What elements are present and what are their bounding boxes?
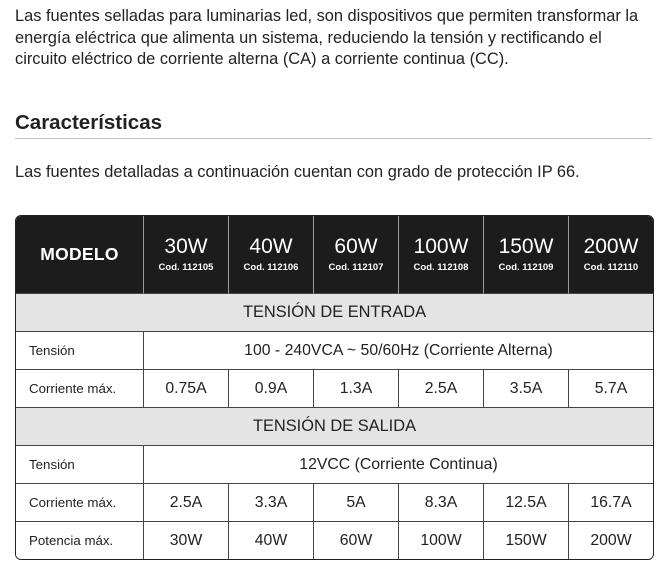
table-cell: 3.5A bbox=[484, 370, 569, 408]
model-watts: 200W bbox=[583, 235, 639, 258]
model-watts: 30W bbox=[164, 235, 208, 258]
output-voltage-value: 12VCC (Corriente Continua) bbox=[144, 446, 653, 484]
model-header-cell bbox=[399, 216, 484, 294]
table-cell: 5.7A bbox=[569, 370, 653, 408]
model-code: Cod. 112105 bbox=[158, 262, 214, 273]
output-section-title: TENSIÓN DE SALIDA bbox=[16, 408, 653, 446]
input-voltage-value: 100 - 240VCA ~ 50/60Hz (Corriente Alterna) bbox=[144, 332, 653, 370]
model-header: MODELO bbox=[16, 216, 144, 294]
table-cell: 200W bbox=[569, 522, 653, 559]
model-watts: 100W bbox=[413, 235, 469, 258]
table-row bbox=[16, 522, 653, 559]
table-cell: 0.9A bbox=[229, 370, 314, 408]
table-cell: 3.3A bbox=[229, 484, 314, 522]
section-title: Características bbox=[15, 111, 163, 134]
intro-paragraph: Las fuentes selladas para luminarias led, son dispositivos que permiten transformar la energía eléctrica que alimenta un sistema, reduciendo la tensión y rectificando el circuito eléctrico de corriente alterna (CA) a corriente continua (CC). bbox=[15, 7, 639, 68]
input-section-title: TENSIÓN DE ENTRADA bbox=[16, 294, 653, 332]
protection-note: Las fuentes detalladas a continuación cuentan con grado de protección IP 66. bbox=[15, 163, 580, 181]
table-cell: 2.5A bbox=[144, 484, 229, 522]
model-code: Cod. 112106 bbox=[243, 262, 299, 273]
table-cell: 1.3A bbox=[314, 370, 399, 408]
model-header-cell bbox=[569, 216, 653, 294]
table-row bbox=[16, 370, 653, 408]
model-watts: 40W bbox=[249, 235, 293, 258]
model-header-cell bbox=[229, 216, 314, 294]
table-cell: 2.5A bbox=[399, 370, 484, 408]
section-divider bbox=[15, 138, 652, 139]
table-cell: 100W bbox=[399, 522, 484, 559]
table-row bbox=[16, 332, 653, 370]
model-header-cell bbox=[484, 216, 569, 294]
row-label: Potencia máx. bbox=[16, 522, 144, 559]
table-cell: 0.75A bbox=[144, 370, 229, 408]
output-section-row bbox=[16, 408, 653, 446]
model-code: Cod. 112110 bbox=[583, 262, 639, 273]
row-label: Corriente máx. bbox=[16, 484, 144, 522]
spec-table bbox=[15, 215, 654, 560]
row-label: Tensión bbox=[16, 446, 144, 484]
model-code: Cod. 112107 bbox=[328, 262, 384, 273]
table-cell: 30W bbox=[144, 522, 229, 559]
model-watts: 60W bbox=[334, 235, 378, 258]
table-cell: 60W bbox=[314, 522, 399, 559]
table-row bbox=[16, 484, 653, 522]
model-code: Cod. 112108 bbox=[413, 262, 469, 273]
table-cell: 8.3A bbox=[399, 484, 484, 522]
table-header-row bbox=[16, 216, 653, 294]
table-cell: 16.7A bbox=[569, 484, 653, 522]
table-row bbox=[16, 446, 653, 484]
model-header-cell bbox=[144, 216, 229, 294]
table-cell: 40W bbox=[229, 522, 314, 559]
row-label: Tensión bbox=[16, 332, 144, 370]
input-section-row bbox=[16, 294, 653, 332]
table-cell: 150W bbox=[484, 522, 569, 559]
table-cell: 12.5A bbox=[484, 484, 569, 522]
row-label: Corriente máx. bbox=[16, 370, 144, 408]
model-header-cell bbox=[314, 216, 399, 294]
model-code: Cod. 112109 bbox=[498, 262, 554, 273]
model-watts: 150W bbox=[498, 235, 554, 258]
table-cell: 5A bbox=[314, 484, 399, 522]
